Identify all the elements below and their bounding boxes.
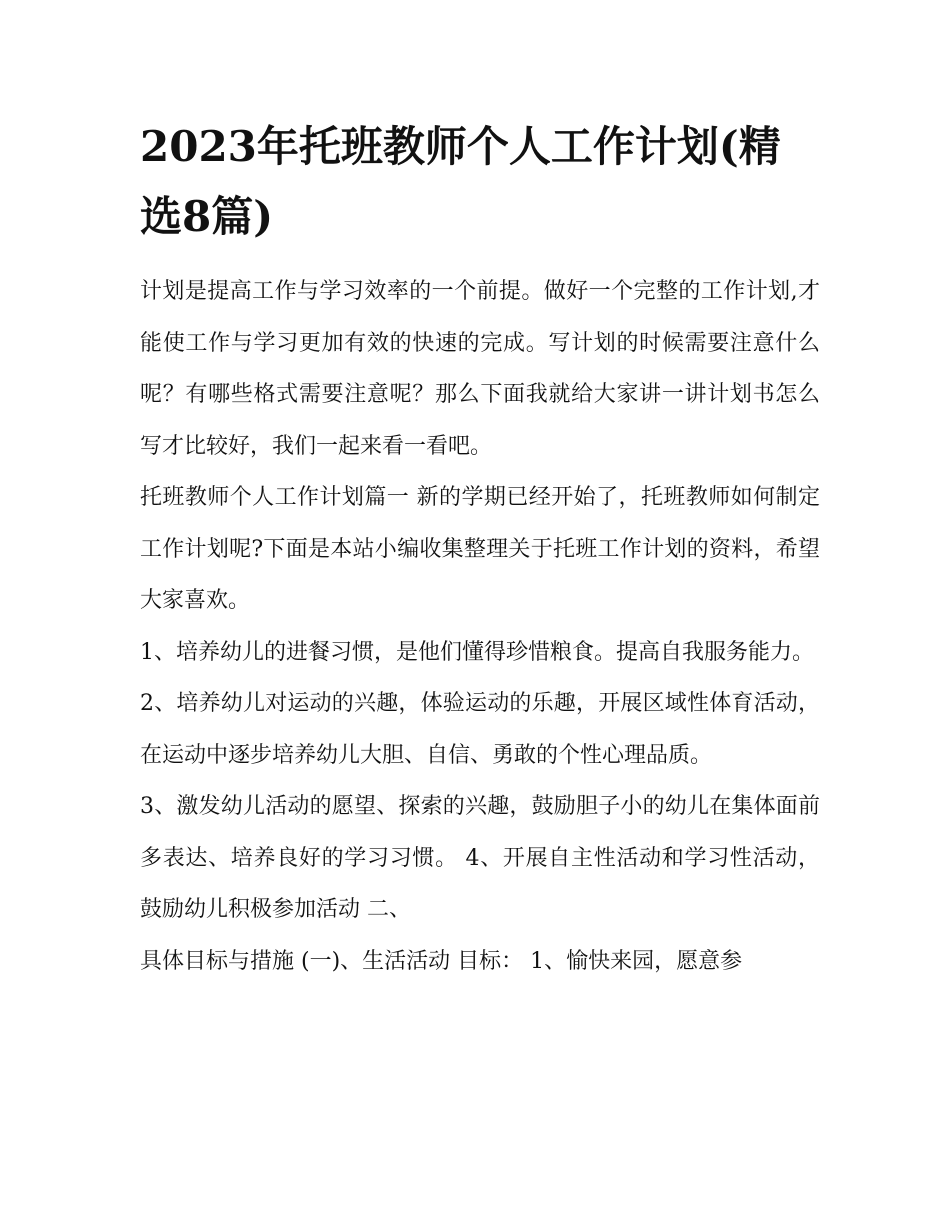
- goal-item-2: 2、培养幼儿对运动的兴趣，体验运动的乐趣，开展区域性体育活动，在运动中逐步培养幼儿大胆、自信、勇敢的个性心理品质。: [140, 691, 820, 768]
- goal-item-3: 3、激发幼儿活动的愿望、探索的兴趣，鼓励胆子小的幼儿在集体面前多表达、培养良好的学习习惯。 4、开展自主性活动和学习性活动，鼓励幼儿积极参加活动 二、: [140, 794, 820, 922]
- section-one-paragraph: 托班教师个人工作计划篇一 新的学期已经开始了，托班教师如何制定工作计划呢?下面是本站小编收集整理关于托班工作计划的资料，希望大家喜欢。: [140, 485, 820, 613]
- measures-paragraph: 具体目标与措施 (一)、生活活动 目标： 1、愉快来园，愿意参: [140, 948, 743, 974]
- document-page: [140, 112, 820, 987]
- goal-item-1: 1、培养幼儿的进餐习惯，是他们懂得珍惜粮食。提高自我服务能力。: [140, 639, 814, 665]
- intro-paragraph: 计划是提高工作与学习效率的一个前提。做好一个完整的工作计划,才能使工作与学习更加有效的快速的完成。写计划的时候需要注意什么呢？有哪些格式需要注意呢？那么下面我就给大家讲一讲计划书怎么写才比较好，我们一起来看一看吧。: [140, 279, 820, 459]
- document-title: 2023年托班教师个人工作计划(精选8篇): [140, 122, 781, 241]
